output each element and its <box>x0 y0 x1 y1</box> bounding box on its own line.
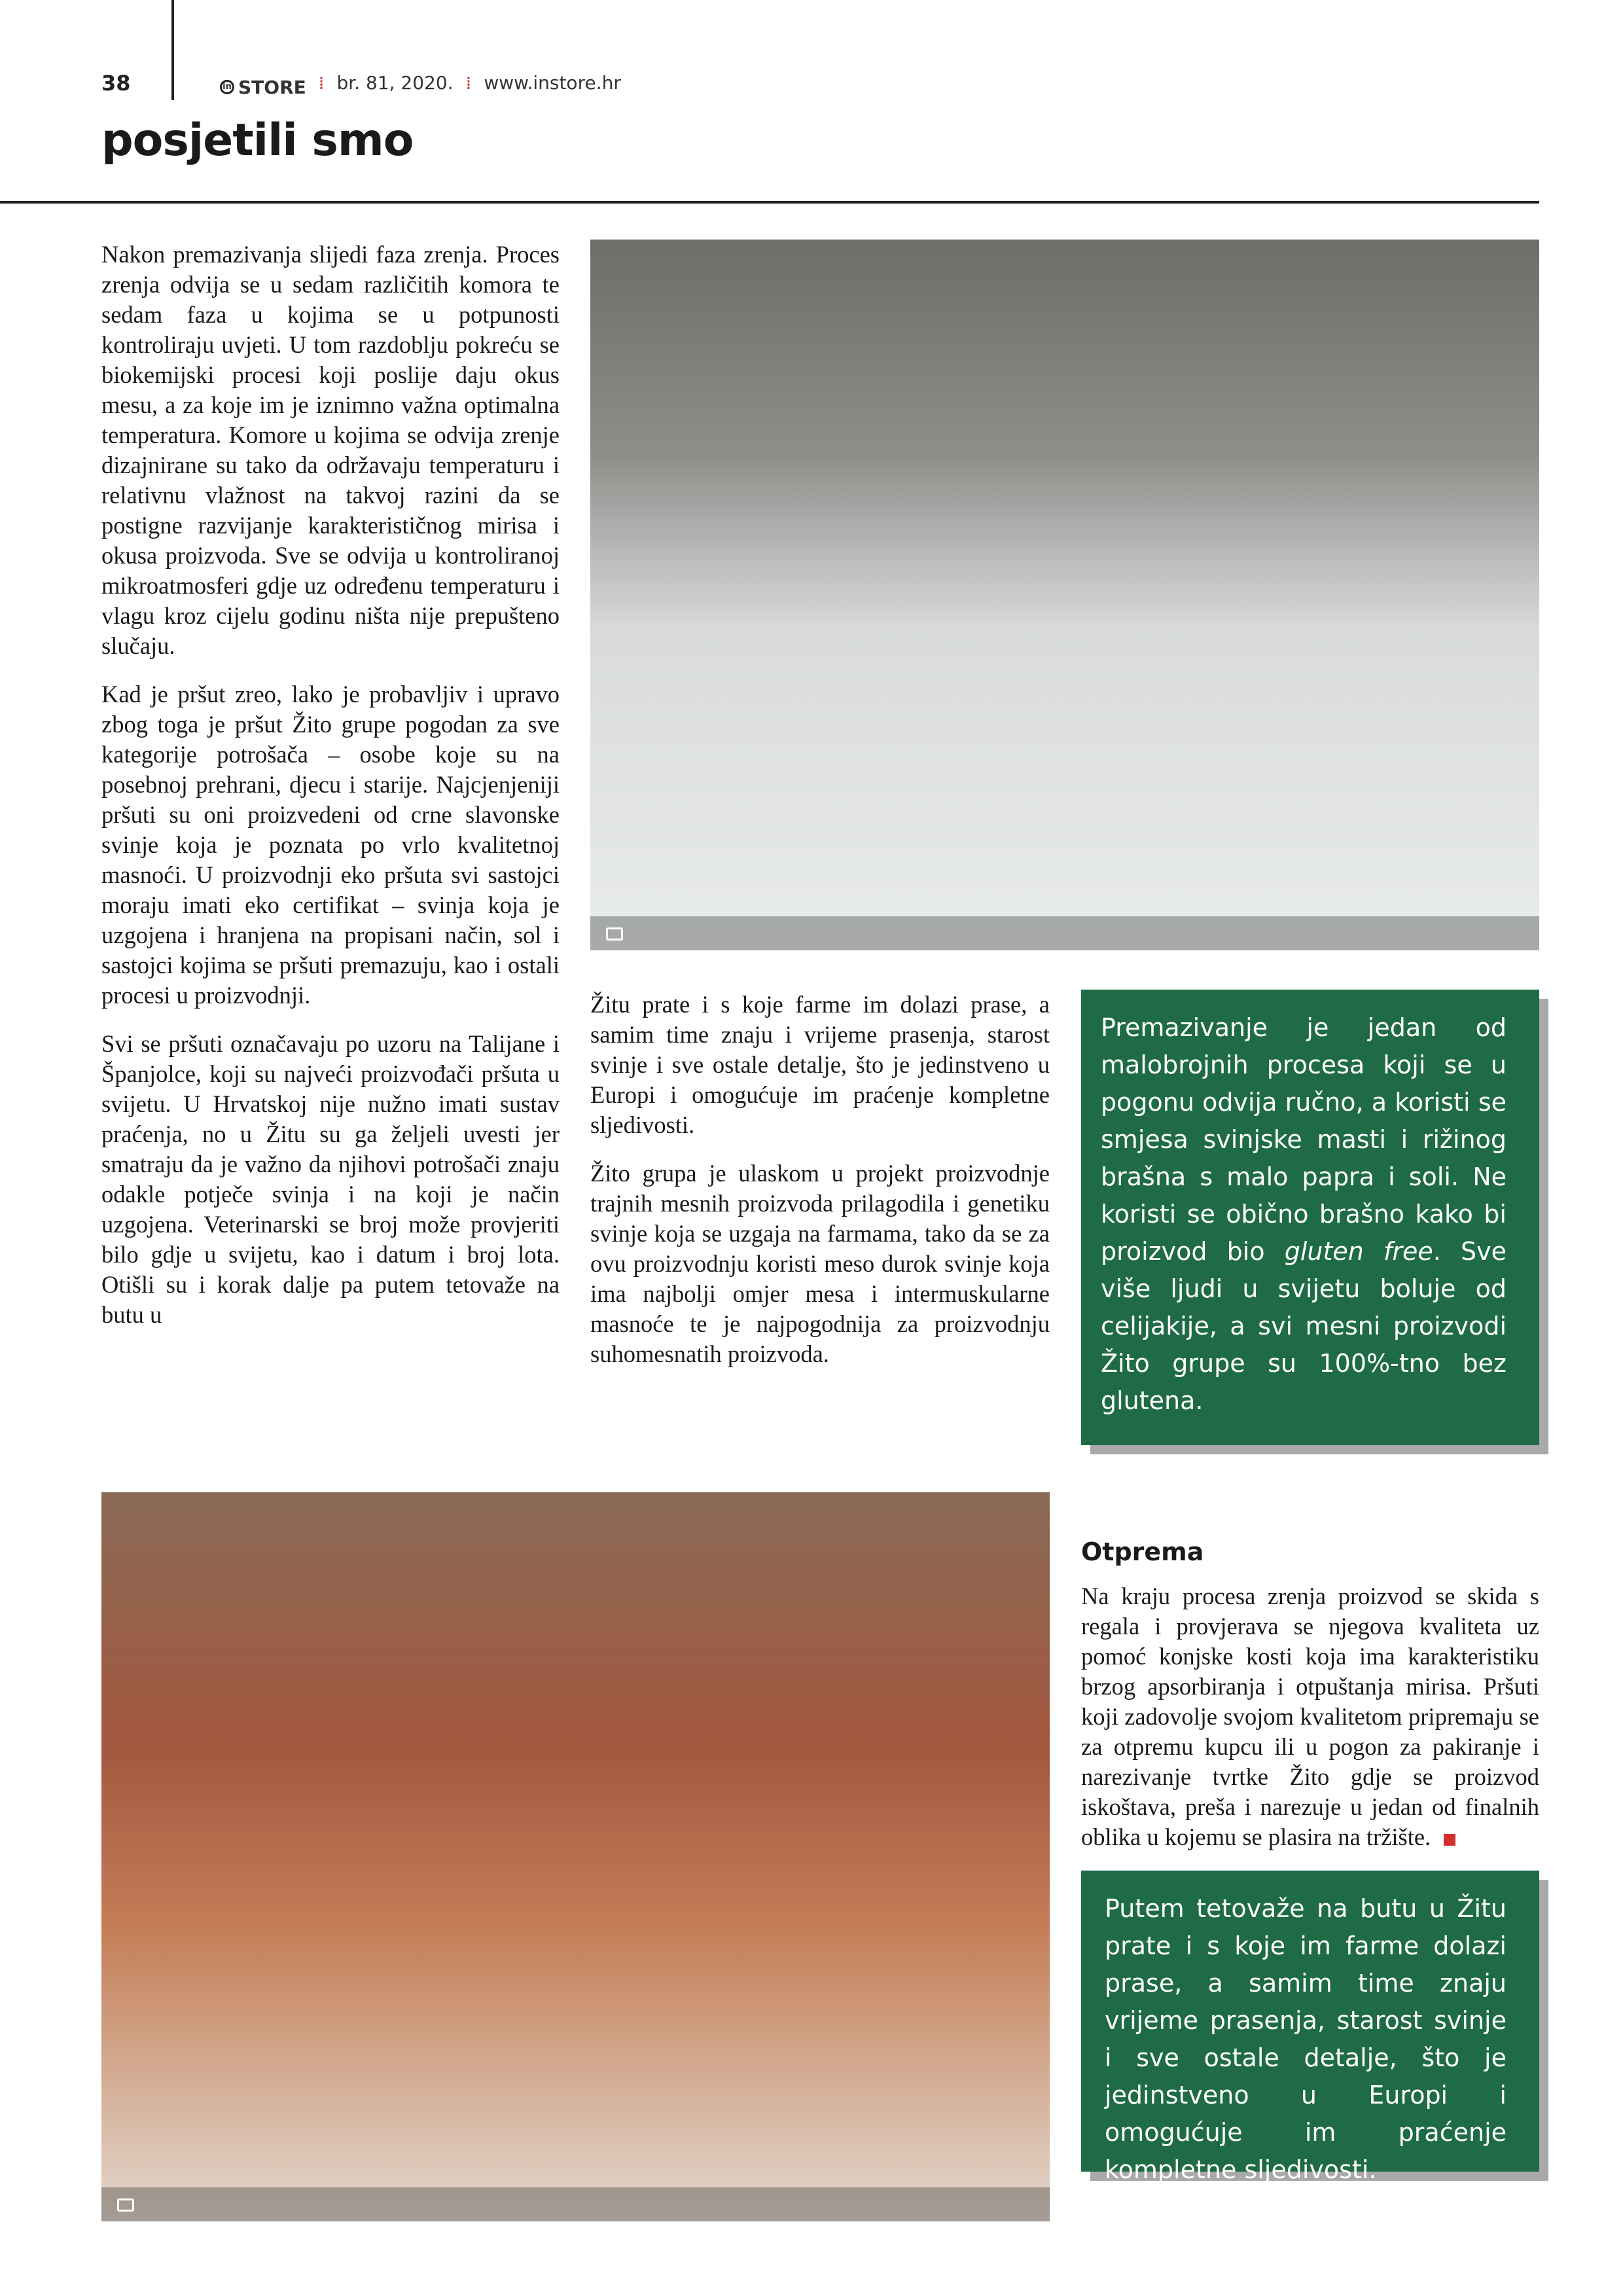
body-paragraph: Žito grupa je ulaskom u projekt proizvodnje trajnih mesnih proizvoda prilagodila i genetiku svinje koja se uzgaja na farmama, tako da se za ovu proizvodnju koristi meso durok svinje koja ima najbolji omjer mesa i intermuskularne masnoće te je najpogodnija za proizvodnju suhomesnatih proizvoda. <box>590 1160 1050 1367</box>
body-paragraph <box>1081 1581 1539 1852</box>
pull-quote-box <box>1081 1871 1539 2184</box>
pull-quote-text <box>1101 1009 1507 1420</box>
article-column-2 <box>590 990 1050 1388</box>
body-paragraph: Žitu prate i s koje farme im dolazi prase, a samim time znaju i vrijeme prasenja, starost svinje i sve ostale detalje, što je jedinstveno u Europi i omogućuje im praćenje kompletne sljedivosti. <box>590 991 1050 1138</box>
header-divider <box>171 0 174 100</box>
photo-icon <box>606 927 623 941</box>
photo-icon <box>117 2198 134 2212</box>
end-mark-icon <box>1444 1834 1455 1846</box>
pull-quote-text: Putem tetovaže na butu u Žitu prate i s koje im farme dolazi prase, a samim time znaju vrijeme prasenja, starost svinje i sve ostale detalje, što je jedinstveno u Europi i omogućuje im praćenje kompletne sljedivosti. <box>1105 1894 1507 2184</box>
pull-quote-box <box>1081 990 1539 1445</box>
ham-inspection-photo <box>101 1492 1050 2221</box>
article-column-1 <box>101 240 560 1348</box>
header-separator: ⁞ <box>465 72 472 94</box>
pull-quote-part: . Sve više ljudi u svijetu boluje od celijakije, a svi mesni proizvodi Žito grupe su 100%-tno bez glutena. <box>1101 1237 1507 1415</box>
body-paragraph: Kad je pršut zreo, lako je probavljiv i upravo zbog toga je pršut Žito grupe pogodan za sve kategorije potrošača – osobe koje su na posebnoj prehrani, djecu i starije. Najcjenjeniji pršuti su oni proizvedeni od crne slavonske svinje koja je poznata po vrlo kvalitetnoj masnoći. U proizvodnji eko pršuta svi sastojci moraju imati eko certifikat – svinja koja je uzgojena i hranjena na propisani način, sol i sastojci kojima se pršuti premazuju, kao i ostali procesi u proizvodnji. <box>101 681 560 1009</box>
logo-mark: in <box>220 80 234 94</box>
body-paragraph: Nakon premazivanja slijedi faza zrenja. Proces zrenja odvija se u sedam različitih komora te sedam faza u kojima se u potpunosti kontroliraju uvjeti. U tom razdoblju pokreću se biokemijski procesi koji poslije daju okus mesu, a za koje im je iznimno važna optimalna temperatura. Komore u kojima se odvija zrenje dizajnirane su tako da održavaju temperaturu i relativnu vlažnost na takvoj razini da se postigne razvijanje karakterističnog mirisa i okusa proizvoda. Sve se odvija u kontroliranoj mikroatmosferi gdje uz određenu temperaturu i vlagu kroz cijelu godinu ništa nije prepušteno slučaju. <box>101 241 560 659</box>
pull-quote-emphasis: gluten free <box>1284 1237 1433 1266</box>
photo-caption-bar <box>590 916 1539 950</box>
title-rule <box>0 201 1539 204</box>
section-title: posjetili smo <box>101 115 414 166</box>
body-paragraph: Svi se pršuti označavaju po uzoru na Talijane i Španjolce, koji su najveći proizvođači pršuta u svijetu. U Hrvatskoj nije nužno imati sustav praćenja, no u Žitu su ga željeli uvesti jer smatraju da je važno da njihovi potrošači znaju odakle potječe svinja i na koji je način uzgojena. Veterinarski se broj može provjeriti bilo gdje u svijetu, kao i datum i broj lota. Otišli su i korak dalje pa putem tetovaže na butu u <box>101 1030 560 1328</box>
issue-number: br. 81, 2020. <box>336 72 454 94</box>
header-separator: ⁞ <box>318 72 325 94</box>
article-column-3 <box>1081 1535 1539 1871</box>
group-photo <box>590 240 1539 950</box>
website-link[interactable]: www.instore.hr <box>484 72 621 94</box>
subheading: Otprema <box>1081 1537 1204 1566</box>
publication-header <box>220 72 621 98</box>
store-logo <box>220 77 306 98</box>
page-number: 38 <box>101 71 131 96</box>
photo-caption-bar <box>101 2187 1050 2221</box>
pull-quote-part: Premazivanje je jedan od malobrojnih procesa koji se u pogonu odvija ručno, a koristi se smjesa svinjske masti i rižinog brašna s malo papra i soli. Ne koristi se obično brašno kako bi proizvod bio <box>1101 1013 1507 1266</box>
logo-text: STORE <box>238 76 306 98</box>
body-paragraph-text: Na kraju procesa zrenja proizvod se skida s regala i provjerava se njegova kvaliteta uz pomoć konjske kosti koja ima karakteristiku brzog apsorbiranja i otpuštanja mirisa. Pršuti koji zadovolje svojom kvalitetom pripremaju se za otpremu kupcu ili u pogon za pakiranje i narezivanje tvrtke Žito gdje se proizvod iskoštava, preša i narezuje u jedan od finalnih oblika u kojemu se plasira na tržište. <box>1081 1583 1539 1850</box>
